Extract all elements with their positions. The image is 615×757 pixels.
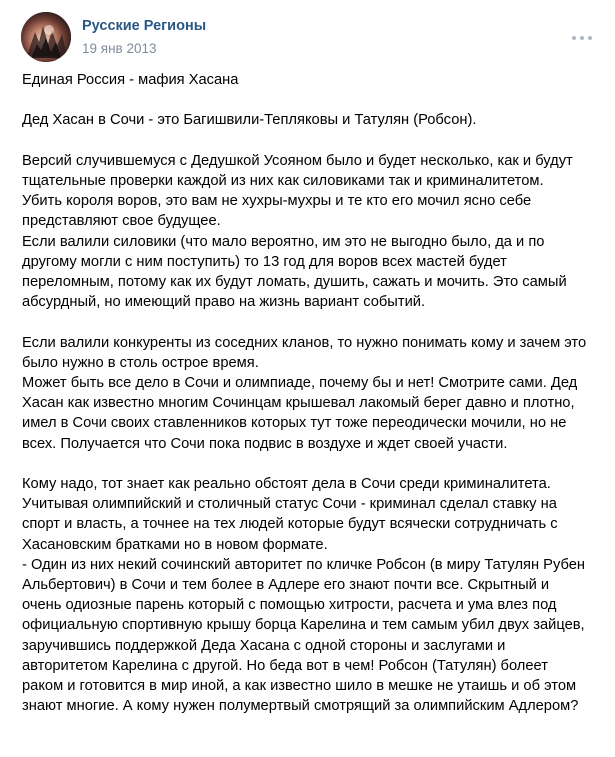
text-line: Может быть все дело в Сочи и олимпиаде, почему бы и нет! Смотрите сами. Дед bbox=[22, 375, 578, 391]
text-line: Если валили конкуренты из соседних кланов, то нужно понимать кому и зачем это bbox=[22, 334, 587, 351]
text-line: официальную спортивную крышу борца Карелина и тем самым убил двух зайцев, bbox=[22, 617, 585, 634]
post-paragraph-2 bbox=[22, 232, 612, 313]
text-line: знают многие. А кому нужен полумертвый смотрящий за олимпийским Адлером? bbox=[22, 698, 579, 715]
post-date-link[interactable]: 19 янв 2013 bbox=[82, 41, 157, 56]
text-line: спорт и власть, а точнее на тех людей которые будут всячески сотрудничать с bbox=[22, 516, 558, 533]
text-line: очень одиозные парень который с помощью хитрости, расчета и ума влез под bbox=[22, 597, 557, 614]
paragraph-gap bbox=[22, 454, 612, 474]
text-line: было нужно в столь острое время. bbox=[22, 354, 259, 371]
community-avatar[interactable] bbox=[21, 12, 71, 62]
text-line: абсурдный, но имеющий право на жизнь вариант событий. bbox=[22, 294, 426, 311]
post-paragraph-1 bbox=[22, 151, 612, 232]
text-line: другому могли с ним поступить) то 13 год для воров всех мастей будет bbox=[22, 253, 507, 270]
more-dot bbox=[588, 36, 592, 40]
text-line: тщательные проверки каждой из них как силовиками так и криминалитетом. bbox=[22, 172, 544, 189]
post-paragraph-6 bbox=[22, 555, 612, 717]
paragraph-gap bbox=[22, 131, 612, 151]
text-line: Если валили силовики (что мало вероятно, им это не выгодно было, да и по bbox=[22, 233, 545, 250]
paragraph-gap bbox=[22, 312, 612, 332]
more-dot bbox=[572, 36, 576, 40]
text-line: Убить короля воров, это вам не хухры-мухры и те кто его мочил ясно себе bbox=[22, 193, 532, 210]
post-text bbox=[22, 70, 612, 716]
text-line: - Один из них некий сочинский авторитет по кличке Робсон (в миру Татулян Рубен bbox=[22, 556, 585, 573]
post-paragraph-4 bbox=[22, 373, 612, 454]
more-dot bbox=[580, 36, 584, 40]
text-line: переломным, потому как их будут ломать, душить, сажать и мочить. Это самый bbox=[22, 274, 567, 290]
text-line: заручившись поддержкой Деда Хасана с одной стороны и заслугами и bbox=[22, 637, 506, 654]
post-title-line: Единая Россия - мафия Хасана bbox=[22, 72, 239, 88]
post-paragraph-5 bbox=[22, 474, 612, 555]
text-line: всех. Получается что Сочи пока подвис в воздухе и ждет своей участи. bbox=[22, 435, 508, 452]
text-line: раком и готовится в мир иной, а как известно шило в мешке не утаишь и об этом bbox=[22, 678, 577, 695]
post-paragraph-3 bbox=[22, 333, 612, 373]
paragraph-gap bbox=[22, 90, 612, 110]
post-intro-line: Дед Хасан в Сочи - это Багишвили-Тепляковы и Татулян (Робсон). bbox=[22, 112, 477, 129]
text-line: Кому надо, тот знает как реально обстоят дела в Сочи среди криминалитета. bbox=[22, 476, 551, 492]
more-horizontal-icon[interactable] bbox=[572, 34, 592, 42]
text-line: имел в Сочи своих ставленников которых тут тоже переодически мочили, но не bbox=[22, 415, 567, 432]
text-line: авторитетом Карелина с другой. Но беда вот в чем! Робсон (Татулян) болеет bbox=[22, 657, 548, 674]
text-line: Версий случившемуся с Дедушкой Усояном было и будет несколько, как и будут bbox=[22, 152, 573, 169]
text-line: представляют свое будущее. bbox=[22, 213, 221, 230]
text-line: Хасан как известно многим Сочинцам крышевал лакомый берег давно и плотно, bbox=[22, 395, 575, 412]
text-line: Альбертович) в Сочи и тем более в Адлере его знают почти все. Скрытный и bbox=[22, 577, 550, 594]
text-line: Хасановским братками но в новом формате. bbox=[22, 536, 328, 553]
post-author-link[interactable]: Русские Регионы bbox=[82, 18, 207, 34]
community-avatar-icon bbox=[21, 12, 71, 62]
text-line: Учитывая олимпийский и столичный статус Сочи - криминал сделал ставку на bbox=[22, 496, 557, 513]
